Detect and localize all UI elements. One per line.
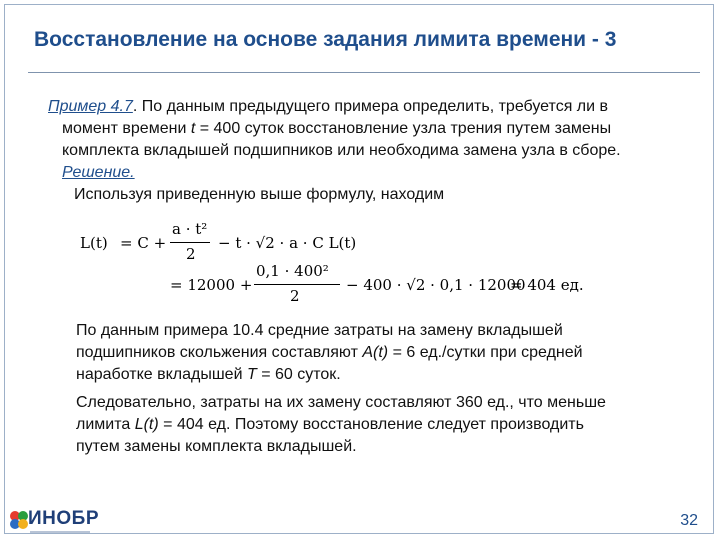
example-text-1: . По данным предыдущего примера определить, требуется ли в: [132, 98, 609, 115]
solution-label: Решение.: [62, 164, 135, 181]
example-paragraph: [48, 96, 698, 162]
paragraph-2: [76, 320, 696, 386]
paragraph-3: [76, 392, 696, 458]
paragraph-3-line-1: Следовательно, затраты на их замену составляют 360 ед., что меньше: [76, 394, 606, 411]
fraction-bar-2: [254, 284, 340, 285]
logo-text: ИНОБР: [28, 508, 99, 529]
formula-num2: 0,1 · 400²: [256, 262, 329, 280]
formula-tail1: − t · √2 · a · C L(t): [218, 234, 357, 252]
formula-den1: 2: [186, 245, 196, 263]
paragraph-3-var-lt: L(t): [134, 416, 159, 433]
example-line-2: [48, 118, 698, 140]
paragraph-3-text-2a: лимита: [76, 416, 135, 433]
paragraph-2-line-1: По данным примера 10.4 средние затраты на замену вкладышей: [76, 322, 563, 339]
paragraph-2-line-3: [76, 364, 696, 386]
formula-result: = 404 ед.: [510, 276, 584, 294]
paragraph-2-var-at: A(t): [362, 344, 389, 361]
solution-text: Используя приведенную выше формулу, находим: [74, 186, 445, 203]
logo-dot-yellow: [18, 519, 28, 529]
paragraph-2-text-3a: наработке вкладышей: [76, 366, 247, 383]
formula-lhs: L(t): [80, 234, 108, 252]
paragraph-3-line-3: путем замены комплекта вкладышей.: [76, 438, 357, 455]
fraction-bar-1: [170, 242, 210, 243]
logo-icon: [8, 509, 30, 531]
paragraph-2-text-2b: = 6 ед./сутки при средней: [388, 344, 583, 361]
example-var-t: t: [190, 120, 196, 137]
slide-title: Восстановление на основе задания лимита времени - 3: [34, 28, 617, 51]
formula-eq2: = 12000 +: [170, 276, 253, 294]
title-divider: [28, 72, 700, 73]
example-text-2a: момент времени: [62, 120, 191, 137]
example-text-2b: = 400 суток восстановление узла трения путем замены: [195, 120, 612, 137]
formula-num1: a · t²: [172, 220, 208, 238]
paragraph-2-var-T: T: [246, 366, 257, 383]
solution-block: [62, 162, 702, 206]
inobr-logo: [8, 507, 168, 535]
paragraph-2-text-2a: подшипников скольжения составляют: [76, 344, 363, 361]
example-label: Пример 4.7: [48, 98, 133, 115]
paragraph-2-text-3b: = 60 суток.: [256, 366, 341, 383]
paragraph-3-text-2b: = 404 ед. Поэтому восстановление следует производить: [158, 416, 584, 433]
formula-den2: 2: [290, 287, 300, 305]
formula: [80, 218, 620, 310]
paragraph-2-line-2: [76, 342, 696, 364]
paragraph-3-line-2: [76, 414, 696, 436]
formula-eq1: = C +: [120, 234, 167, 252]
page-number: 32: [680, 512, 698, 529]
example-line-3: комплекта вкладышей подшипников или необходима замена узла в сборе.: [62, 142, 621, 159]
logo-underline: [30, 531, 90, 533]
formula-tail2: − 400 · √2 · 0,1 · 12000: [346, 276, 526, 294]
